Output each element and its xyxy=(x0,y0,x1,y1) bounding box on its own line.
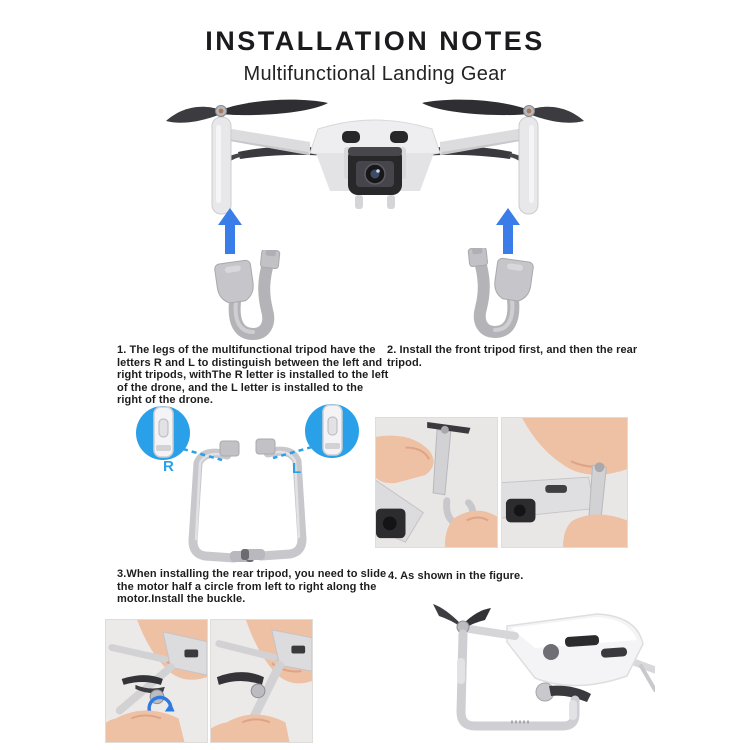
rl-legs-figure xyxy=(130,403,365,567)
page-title: INSTALLATION NOTES xyxy=(205,26,545,56)
drone-with-gear-installed-image xyxy=(415,596,655,748)
up-arrow-icon xyxy=(218,208,242,254)
step-3-text: 3.When installing the rear tripod, you need to slide the motor half a circle from left to right along the motor.Install the buckle. xyxy=(117,568,387,606)
landing-gear-hook-image xyxy=(205,250,290,342)
install-rear-leg-photo-2 xyxy=(210,619,313,743)
leg-label-l: L xyxy=(292,460,302,477)
step-1-text: 1. The legs of the multifunctional tripod have the letters R and L to distinguish between the left and right tripods, withThe R letter is installed to the left of the drone, and the L letter is installed to the right of the drone. xyxy=(117,344,389,407)
install-rear-leg-photo-1 xyxy=(105,619,208,743)
install-front-leg-photo-2 xyxy=(501,417,628,548)
rl-legs-diagram xyxy=(130,403,365,567)
step-4-text: 4. As shown in the figure. xyxy=(388,570,524,582)
leg-label-r: R xyxy=(163,458,174,475)
step-2-text: 2. Install the front tripod first, and then the rear tripod. xyxy=(387,344,638,369)
page-subtitle: Multifunctional Landing Gear xyxy=(243,63,507,85)
install-front-leg-photo-1 xyxy=(375,417,498,548)
landing-gear-hook-image xyxy=(458,248,543,340)
